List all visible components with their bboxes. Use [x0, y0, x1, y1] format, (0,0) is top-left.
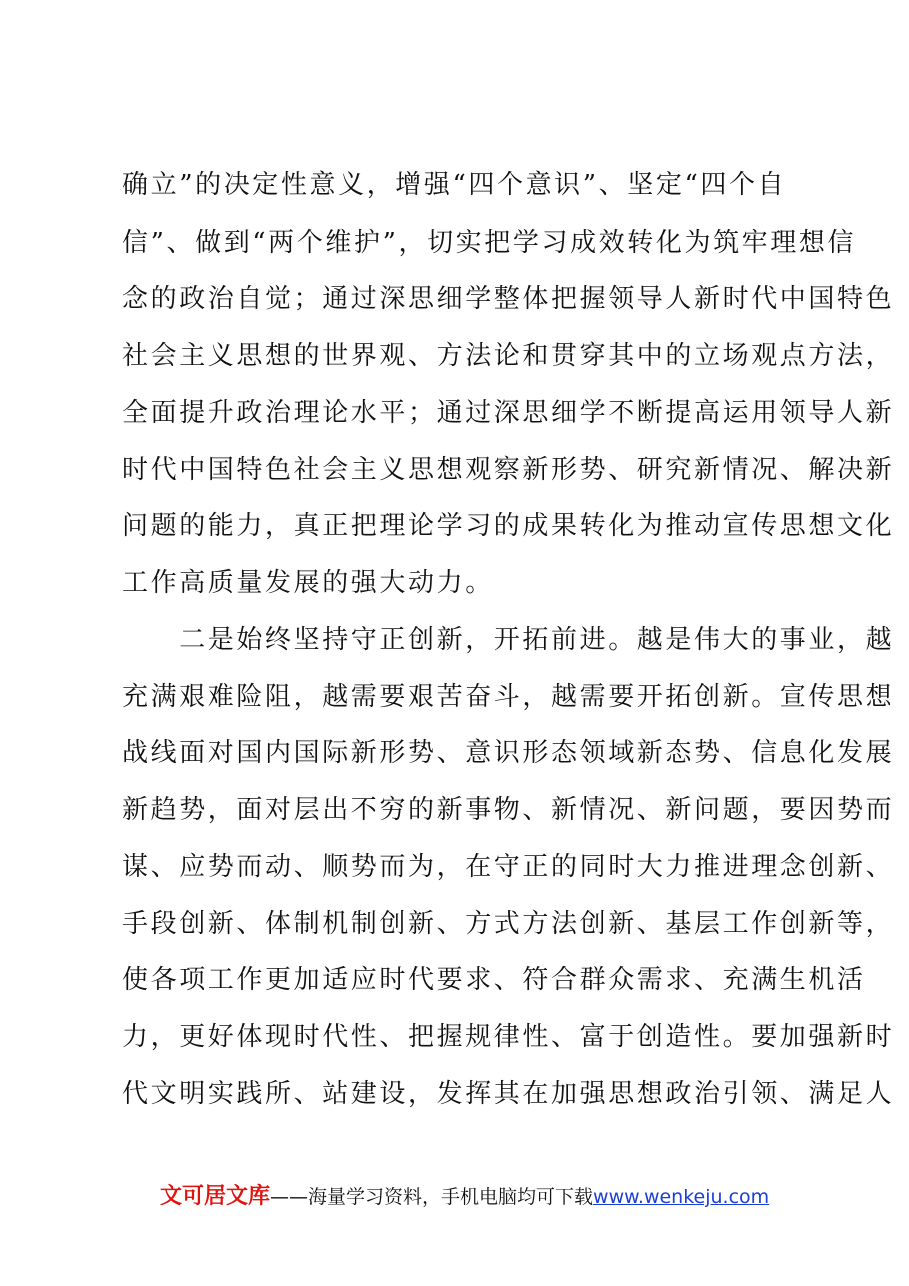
- body-text-line: 社会主义思想的世界观、方法论和贯穿其中的立场观点方法，: [122, 341, 895, 371]
- body-text-line: 信”、做到“两个维护”，切实把学习成效转化为筑牢理想信: [122, 228, 857, 258]
- body-text-line: 谋、应势而动、顺势而为，在守正的同时大力推进理念创新、: [122, 852, 895, 882]
- body-text-line: 力，更好体现时代性、把握规律性、富于创造性。要加强新时: [122, 1022, 895, 1052]
- body-text-line: 手段创新、体制机制创新、方式方法创新、基层工作创新等，: [122, 909, 895, 939]
- footer-tagline: ——海量学习资料，手机电脑均可下载: [270, 1186, 594, 1208]
- body-text-line: 念的政治自觉；通过深思细学整体把握领导人新时代中国特色: [122, 284, 895, 314]
- body-text-line: 确立”的决定性意义，增强“四个意识”、坚定“四个自: [122, 170, 787, 200]
- footer-banner: [160, 1182, 769, 1212]
- body-text-line: 充满艰难险阻，越需要艰苦奋斗，越需要开拓创新。宣传思想: [122, 682, 895, 712]
- brand-name: 文可居文库: [160, 1184, 271, 1209]
- body-text-line: 战线面对国内国际新形势、意识形态领域新态势、信息化发展: [122, 738, 895, 768]
- body-text-line: 使各项工作更加适应时代要求、符合群众需求、充满生机活: [122, 965, 866, 995]
- website-link[interactable]: www.wenkeju.com: [593, 1186, 770, 1208]
- body-text-line: 工作高质量发展的强大动力。: [122, 568, 494, 598]
- body-text-line: 问题的能力，真正把理论学习的成果转化为推动宣传思想文化: [122, 511, 895, 541]
- body-text-line: 时代中国特色社会主义思想观察新形势、研究新情况、解决新: [122, 455, 895, 485]
- body-text-line: 全面提升政治理论水平；通过深思细学不断提高运用领导人新: [122, 398, 895, 428]
- body-text-line: 代文明实践所、站建设，发挥其在加强思想政治引领、满足人: [122, 1079, 895, 1109]
- body-text-line: 新趋势，面对层出不穷的新事物、新情况、新问题，要因势而: [122, 795, 895, 825]
- body-text-line: 二是始终坚持守正创新，开拓前进。越是伟大的事业，越: [122, 625, 895, 655]
